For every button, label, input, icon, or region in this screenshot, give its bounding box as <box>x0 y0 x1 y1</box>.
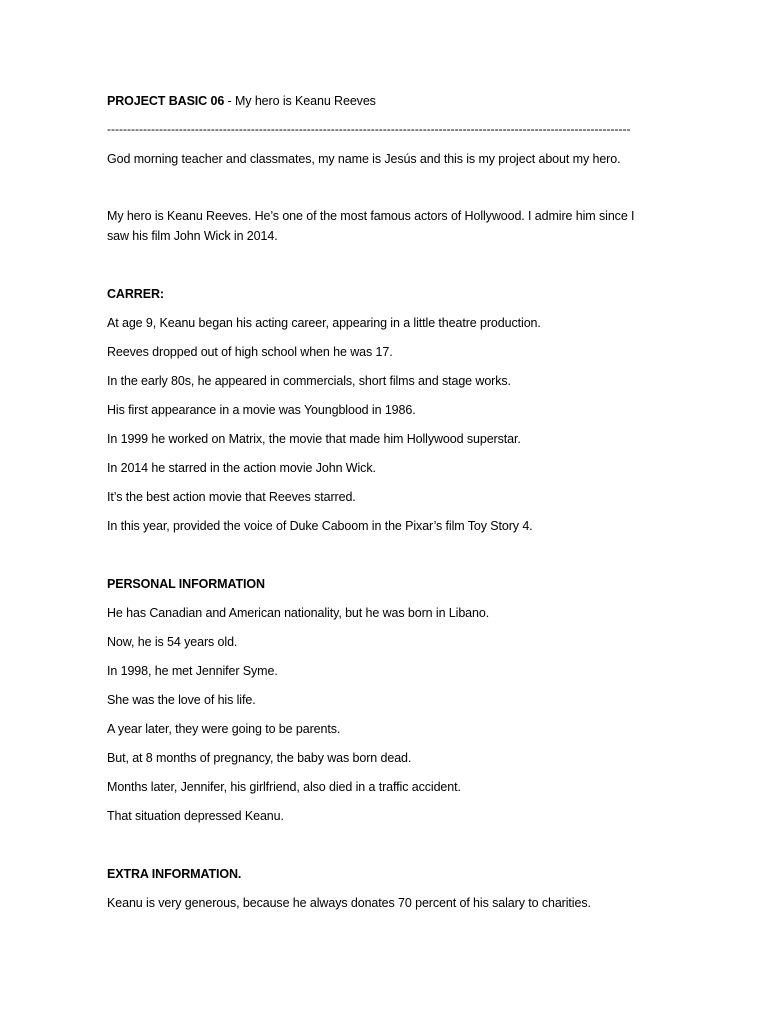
career-item: In 2014 he starred in the action movie John Wick. <box>107 461 376 475</box>
title-subject: - My hero is Keanu Reeves <box>224 94 376 108</box>
career-item: In the early 80s, he appeared in commercials, short films and stage works. <box>107 374 511 388</box>
personal-item: Now, he is 54 years old. <box>107 635 238 649</box>
career-heading: CARRER: <box>107 287 164 301</box>
extra-heading: EXTRA INFORMATION. <box>107 867 242 881</box>
career-item: In 1999 he worked on Matrix, the movie that made him Hollywood superstar. <box>107 432 521 446</box>
document-title <box>107 93 376 109</box>
personal-item: Months later, Jennifer, his girlfriend, also died in a traffic accident. <box>107 780 461 794</box>
title-project-code: PROJECT BASIC 06 <box>107 94 225 108</box>
personal-item: He has Canadian and American nationality, but he was born in Libano. <box>107 606 490 620</box>
intro-line-2: saw his film John Wick in 2014. <box>107 229 278 243</box>
personal-heading: PERSONAL INFORMATION <box>107 577 265 591</box>
career-item: Reeves dropped out of high school when he was 17. <box>107 345 393 359</box>
career-item: His first appearance in a movie was Youngblood in 1986. <box>107 403 416 417</box>
career-item: In this year, provided the voice of Duke Caboom in the Pixar’s film Toy Story 4. <box>107 519 533 533</box>
dashed-divider: ----------------------------------------------------------------------------------------------------------------------------------- <box>107 122 631 136</box>
personal-item: A year later, they were going to be parents. <box>107 722 341 736</box>
intro-line-1: My hero is Keanu Reeves. He’s one of the most famous actors of Hollywood. I admire him since I <box>107 209 635 223</box>
career-item: At age 9, Keanu began his acting career, appearing in a little theatre production. <box>107 316 541 330</box>
personal-item: In 1998, he met Jennifer Syme. <box>107 664 278 678</box>
career-item: It’s the best action movie that Reeves starred. <box>107 490 356 504</box>
personal-item: But, at 8 months of pregnancy, the baby was born dead. <box>107 751 412 765</box>
greeting-paragraph: God morning teacher and classmates, my name is Jesús and this is my project about my hero. <box>107 152 621 166</box>
extra-item: Keanu is very generous, because he always donates 70 percent of his salary to charities. <box>107 896 591 910</box>
personal-item: She was the love of his life. <box>107 693 256 707</box>
personal-item: That situation depressed Keanu. <box>107 809 284 823</box>
